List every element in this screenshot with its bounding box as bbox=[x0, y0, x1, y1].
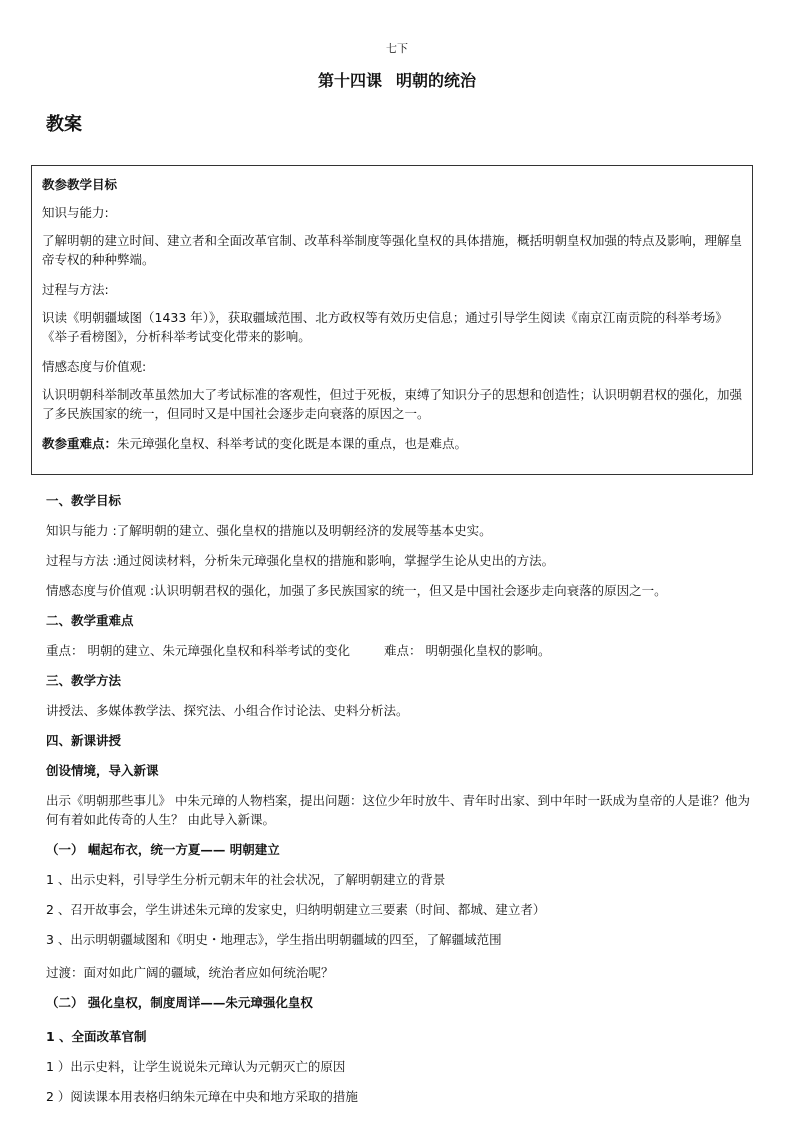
box-keypoint bbox=[42, 434, 742, 453]
lesson-number: 第十四课 bbox=[317, 71, 382, 90]
box-keypoint-label: 教参重难点： bbox=[42, 436, 118, 451]
box-emotion-label: 情感态度与价值观: bbox=[42, 359, 147, 374]
s1-knowledge: 知识与能力 :了解明朝的建立、强化皇权的措施以及明朝经济的发展等基本史实。 bbox=[46, 523, 492, 538]
lesson-topic: 明朝的统治 bbox=[396, 71, 477, 90]
sub-1-item-2: 2 ）阅读课本用表格归纳朱元璋在中央和地方采取的措施 bbox=[46, 1089, 358, 1104]
section-3-heading: 三、教学方法 bbox=[46, 673, 122, 688]
part-1-item-2: 2 、召开故事会，学生讲述朱元璋的发家史，归纳明朝建立三要素（时间、都城、建立者） bbox=[46, 902, 546, 917]
part-1-heading: （一） 崛起布衣，统一方夏—— 明朝建立 bbox=[46, 842, 280, 857]
section-1-heading: 一、教学目标 bbox=[46, 493, 122, 508]
part-1-item-3: 3 、出示明朝疆域图和《明史・地理志》，学生指出明朝疆域的四至，了解疆域范围 bbox=[46, 932, 502, 947]
box-heading: 教参教学目标 bbox=[42, 177, 118, 192]
box-process-label: 过程与方法: bbox=[42, 282, 109, 297]
s1-process: 过程与方法 :通过阅读材料，分析朱元璋强化皇权的措施和影响，掌握学生论从史出的方法。 bbox=[46, 553, 555, 568]
s1-emotion: 情感态度与价值观 :认识明朝君权的强化，加强了多民族国家的统一，但又是中国社会逐步走向衰落的原因之一。 bbox=[46, 583, 667, 598]
intro-heading: 创设情境，导入新课 bbox=[46, 763, 159, 778]
document-type: 教案 bbox=[46, 114, 82, 135]
intro-text: 出示《明朝那些事儿》 中朱元璋的人物档案，提出问题：这位少年时放牛、青年时出家、到中年时一跃成为皇帝的人是谁？他为何有着如此传奇的人生？ 由此导入新课。 bbox=[46, 793, 750, 827]
part-1-item-1: 1 、出示史料，引导学生分析元朝末年的社会状况，了解明朝建立的背景 bbox=[46, 872, 446, 887]
section-2-heading: 二、教学重难点 bbox=[46, 613, 134, 628]
box-emotion-text: 认识明朝科举制改革虽然加大了考试标准的客观性，但过于死板，束缚了知识分子的思想和创造性；认识明朝君权的强化，加强了多民族国家的统一，但同时又是中国社会逐步走向衰落的原因之一。 bbox=[42, 387, 743, 421]
section-4-heading: 四、新课讲授 bbox=[46, 733, 122, 748]
s3-text: 讲授法、多媒体教学法、探究法、小组合作讨论法、史料分析法。 bbox=[46, 703, 409, 718]
s2-key: 重点： 明朝的建立、朱元璋强化皇权和科举考试的变化 bbox=[46, 643, 350, 658]
transition-text: 过渡：面对如此广阔的疆域，统治者应如何统治呢？ bbox=[46, 965, 334, 980]
box-knowledge-label: 知识与能力: bbox=[42, 205, 109, 220]
lesson-body bbox=[46, 491, 758, 1106]
box-keypoint-text: 朱元璋强化皇权、科举考试的变化既是本课的重点，也是难点。 bbox=[117, 436, 468, 451]
grade-label: 七下 bbox=[386, 42, 408, 55]
box-process-text: 识读《明朝疆域图（1433 年）》，获取疆域范围、北方政权等有效历史信息；通过引导学生阅读《南京江南贡院的科举考场》《举子看榜图》，分析科举考试变化带来的影响。 bbox=[42, 310, 728, 344]
box-knowledge-text: 了解明朝的建立时间、建立者和全面改革官制、改革科举制度等强化皇权的具体措施，概括明朝皇权加强的特点及影响，理解皇帝专权的种种弊端。 bbox=[42, 233, 743, 267]
s2-difficult: 难点： 明朝强化皇权的影响。 bbox=[383, 643, 551, 658]
s2-points bbox=[46, 641, 758, 660]
reference-objectives-box bbox=[31, 165, 753, 475]
sub-1-heading: 1 、全面改革官制 bbox=[46, 1029, 147, 1044]
part-2-heading: （二） 强化皇权，制度周详——朱元璋强化皇权 bbox=[46, 995, 313, 1010]
page-title bbox=[0, 68, 794, 91]
sub-1-item-1: 1 ）出示史料，让学生说说朱元璋认为元朝灭亡的原因 bbox=[46, 1059, 346, 1074]
